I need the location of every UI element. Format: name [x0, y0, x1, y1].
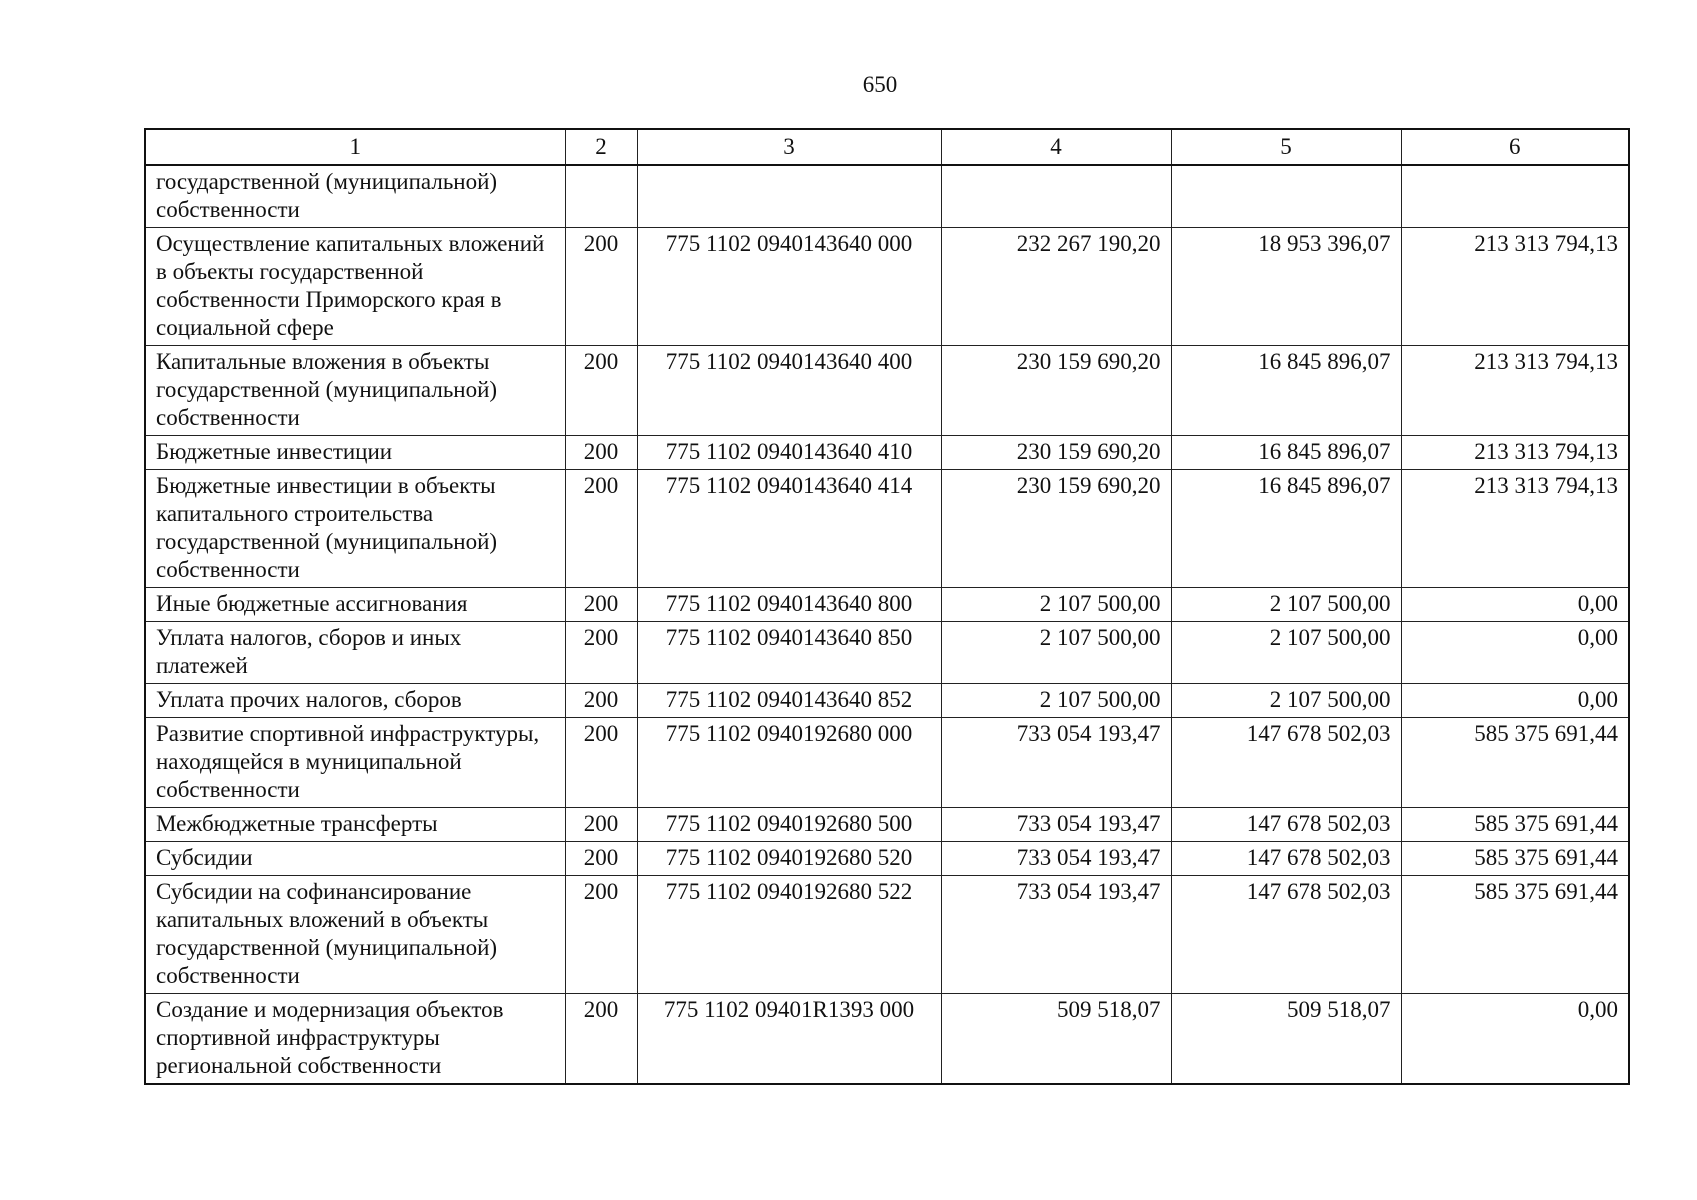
row-line-code [565, 165, 637, 228]
row-classification-code: 775 1102 09401R1393 000 [637, 994, 941, 1085]
row-amount-col6: 0,00 [1401, 684, 1629, 718]
row-classification-code: 775 1102 0940192680 520 [637, 842, 941, 876]
row-amount-col6: 213 313 794,13 [1401, 470, 1629, 588]
row-classification-code: 775 1102 0940192680 000 [637, 718, 941, 808]
row-amount-col4: 232 267 190,20 [941, 228, 1171, 346]
row-classification-code: 775 1102 0940143640 414 [637, 470, 941, 588]
row-name: Бюджетные инвестиции в объекты капитального строительства государственной (муниципальной) собственности [145, 470, 565, 588]
row-amount-col5 [1171, 165, 1401, 228]
row-amount-col4: 733 054 193,47 [941, 718, 1171, 808]
row-name: Субсидии [145, 842, 565, 876]
row-name: Развитие спортивной инфраструктуры, находящейся в муниципальной собственности [145, 718, 565, 808]
header-col-1: 1 [145, 129, 565, 165]
table-row [145, 165, 1629, 228]
row-amount-col5: 147 678 502,03 [1171, 876, 1401, 994]
table-row [145, 994, 1629, 1085]
header-row [145, 129, 1629, 165]
row-amount-col6: 213 313 794,13 [1401, 346, 1629, 436]
table-row [145, 228, 1629, 346]
row-amount-col5: 16 845 896,07 [1171, 436, 1401, 470]
row-name: Субсидии на софинансирование капитальных вложений в объекты государственной (муниципальной) собственности [145, 876, 565, 994]
row-classification-code: 775 1102 0940143640 400 [637, 346, 941, 436]
row-amount-col4: 2 107 500,00 [941, 588, 1171, 622]
header-col-5: 5 [1171, 129, 1401, 165]
row-amount-col5: 2 107 500,00 [1171, 684, 1401, 718]
row-line-code: 200 [565, 588, 637, 622]
row-name: Иные бюджетные ассигнования [145, 588, 565, 622]
row-amount-col6: 0,00 [1401, 994, 1629, 1085]
row-amount-col4: 230 159 690,20 [941, 346, 1171, 436]
row-line-code: 200 [565, 876, 637, 994]
row-classification-code: 775 1102 0940143640 852 [637, 684, 941, 718]
row-name: Капитальные вложения в объекты государственной (муниципальной) собственности [145, 346, 565, 436]
row-amount-col5: 16 845 896,07 [1171, 470, 1401, 588]
row-name: Бюджетные инвестиции [145, 436, 565, 470]
row-amount-col6: 585 375 691,44 [1401, 808, 1629, 842]
table-row [145, 588, 1629, 622]
budget-table [144, 128, 1630, 1085]
row-line-code: 200 [565, 718, 637, 808]
row-amount-col5: 147 678 502,03 [1171, 808, 1401, 842]
row-line-code: 200 [565, 842, 637, 876]
row-amount-col5: 2 107 500,00 [1171, 622, 1401, 684]
row-amount-col4: 230 159 690,20 [941, 470, 1171, 588]
row-amount-col6: 0,00 [1401, 622, 1629, 684]
table-header [145, 129, 1629, 165]
row-amount-col6: 213 313 794,13 [1401, 436, 1629, 470]
table-row [145, 346, 1629, 436]
row-line-code: 200 [565, 994, 637, 1085]
row-amount-col4: 733 054 193,47 [941, 808, 1171, 842]
row-amount-col5: 2 107 500,00 [1171, 588, 1401, 622]
row-classification-code: 775 1102 0940143640 410 [637, 436, 941, 470]
row-amount-col6: 585 375 691,44 [1401, 718, 1629, 808]
row-amount-col4: 2 107 500,00 [941, 622, 1171, 684]
row-amount-col4: 509 518,07 [941, 994, 1171, 1085]
row-classification-code: 775 1102 0940143640 800 [637, 588, 941, 622]
row-line-code: 200 [565, 228, 637, 346]
row-line-code: 200 [565, 346, 637, 436]
row-amount-col4: 230 159 690,20 [941, 436, 1171, 470]
row-classification-code: 775 1102 0940143640 850 [637, 622, 941, 684]
header-col-2: 2 [565, 129, 637, 165]
row-line-code: 200 [565, 436, 637, 470]
row-name: Осуществление капитальных вложений в объекты государственной собственности Приморского края в социальной сфере [145, 228, 565, 346]
row-line-code: 200 [565, 622, 637, 684]
header-col-3: 3 [637, 129, 941, 165]
row-amount-col4 [941, 165, 1171, 228]
row-classification-code: 775 1102 0940192680 500 [637, 808, 941, 842]
row-line-code: 200 [565, 684, 637, 718]
table-row [145, 842, 1629, 876]
table-row [145, 684, 1629, 718]
row-classification-code: 775 1102 0940143640 000 [637, 228, 941, 346]
table-row [145, 436, 1629, 470]
row-amount-col5: 16 845 896,07 [1171, 346, 1401, 436]
row-name: Межбюджетные трансферты [145, 808, 565, 842]
table-body [145, 165, 1629, 1084]
row-amount-col5: 147 678 502,03 [1171, 718, 1401, 808]
row-line-code: 200 [565, 470, 637, 588]
row-name: государственной (муниципальной) собственности [145, 165, 565, 228]
row-name: Уплата налогов, сборов и иных платежей [145, 622, 565, 684]
row-classification-code [637, 165, 941, 228]
row-amount-col5: 147 678 502,03 [1171, 842, 1401, 876]
row-amount-col5: 18 953 396,07 [1171, 228, 1401, 346]
row-amount-col6: 585 375 691,44 [1401, 876, 1629, 994]
row-amount-col5: 509 518,07 [1171, 994, 1401, 1085]
row-classification-code: 775 1102 0940192680 522 [637, 876, 941, 994]
header-col-4: 4 [941, 129, 1171, 165]
row-name: Создание и модернизация объектов спортивной инфраструктуры региональной собственности [145, 994, 565, 1085]
row-amount-col4: 2 107 500,00 [941, 684, 1171, 718]
table-row [145, 718, 1629, 808]
row-amount-col6 [1401, 165, 1629, 228]
header-col-6: 6 [1401, 129, 1629, 165]
row-amount-col6: 213 313 794,13 [1401, 228, 1629, 346]
table-row [145, 470, 1629, 588]
row-amount-col6: 585 375 691,44 [1401, 842, 1629, 876]
table-row [145, 622, 1629, 684]
row-line-code: 200 [565, 808, 637, 842]
table-row [145, 808, 1629, 842]
row-amount-col4: 733 054 193,47 [941, 876, 1171, 994]
row-amount-col4: 733 054 193,47 [941, 842, 1171, 876]
table-row [145, 876, 1629, 994]
page-number: 650 [862, 72, 898, 97]
row-amount-col6: 0,00 [1401, 588, 1629, 622]
row-name: Уплата прочих налогов, сборов [145, 684, 565, 718]
